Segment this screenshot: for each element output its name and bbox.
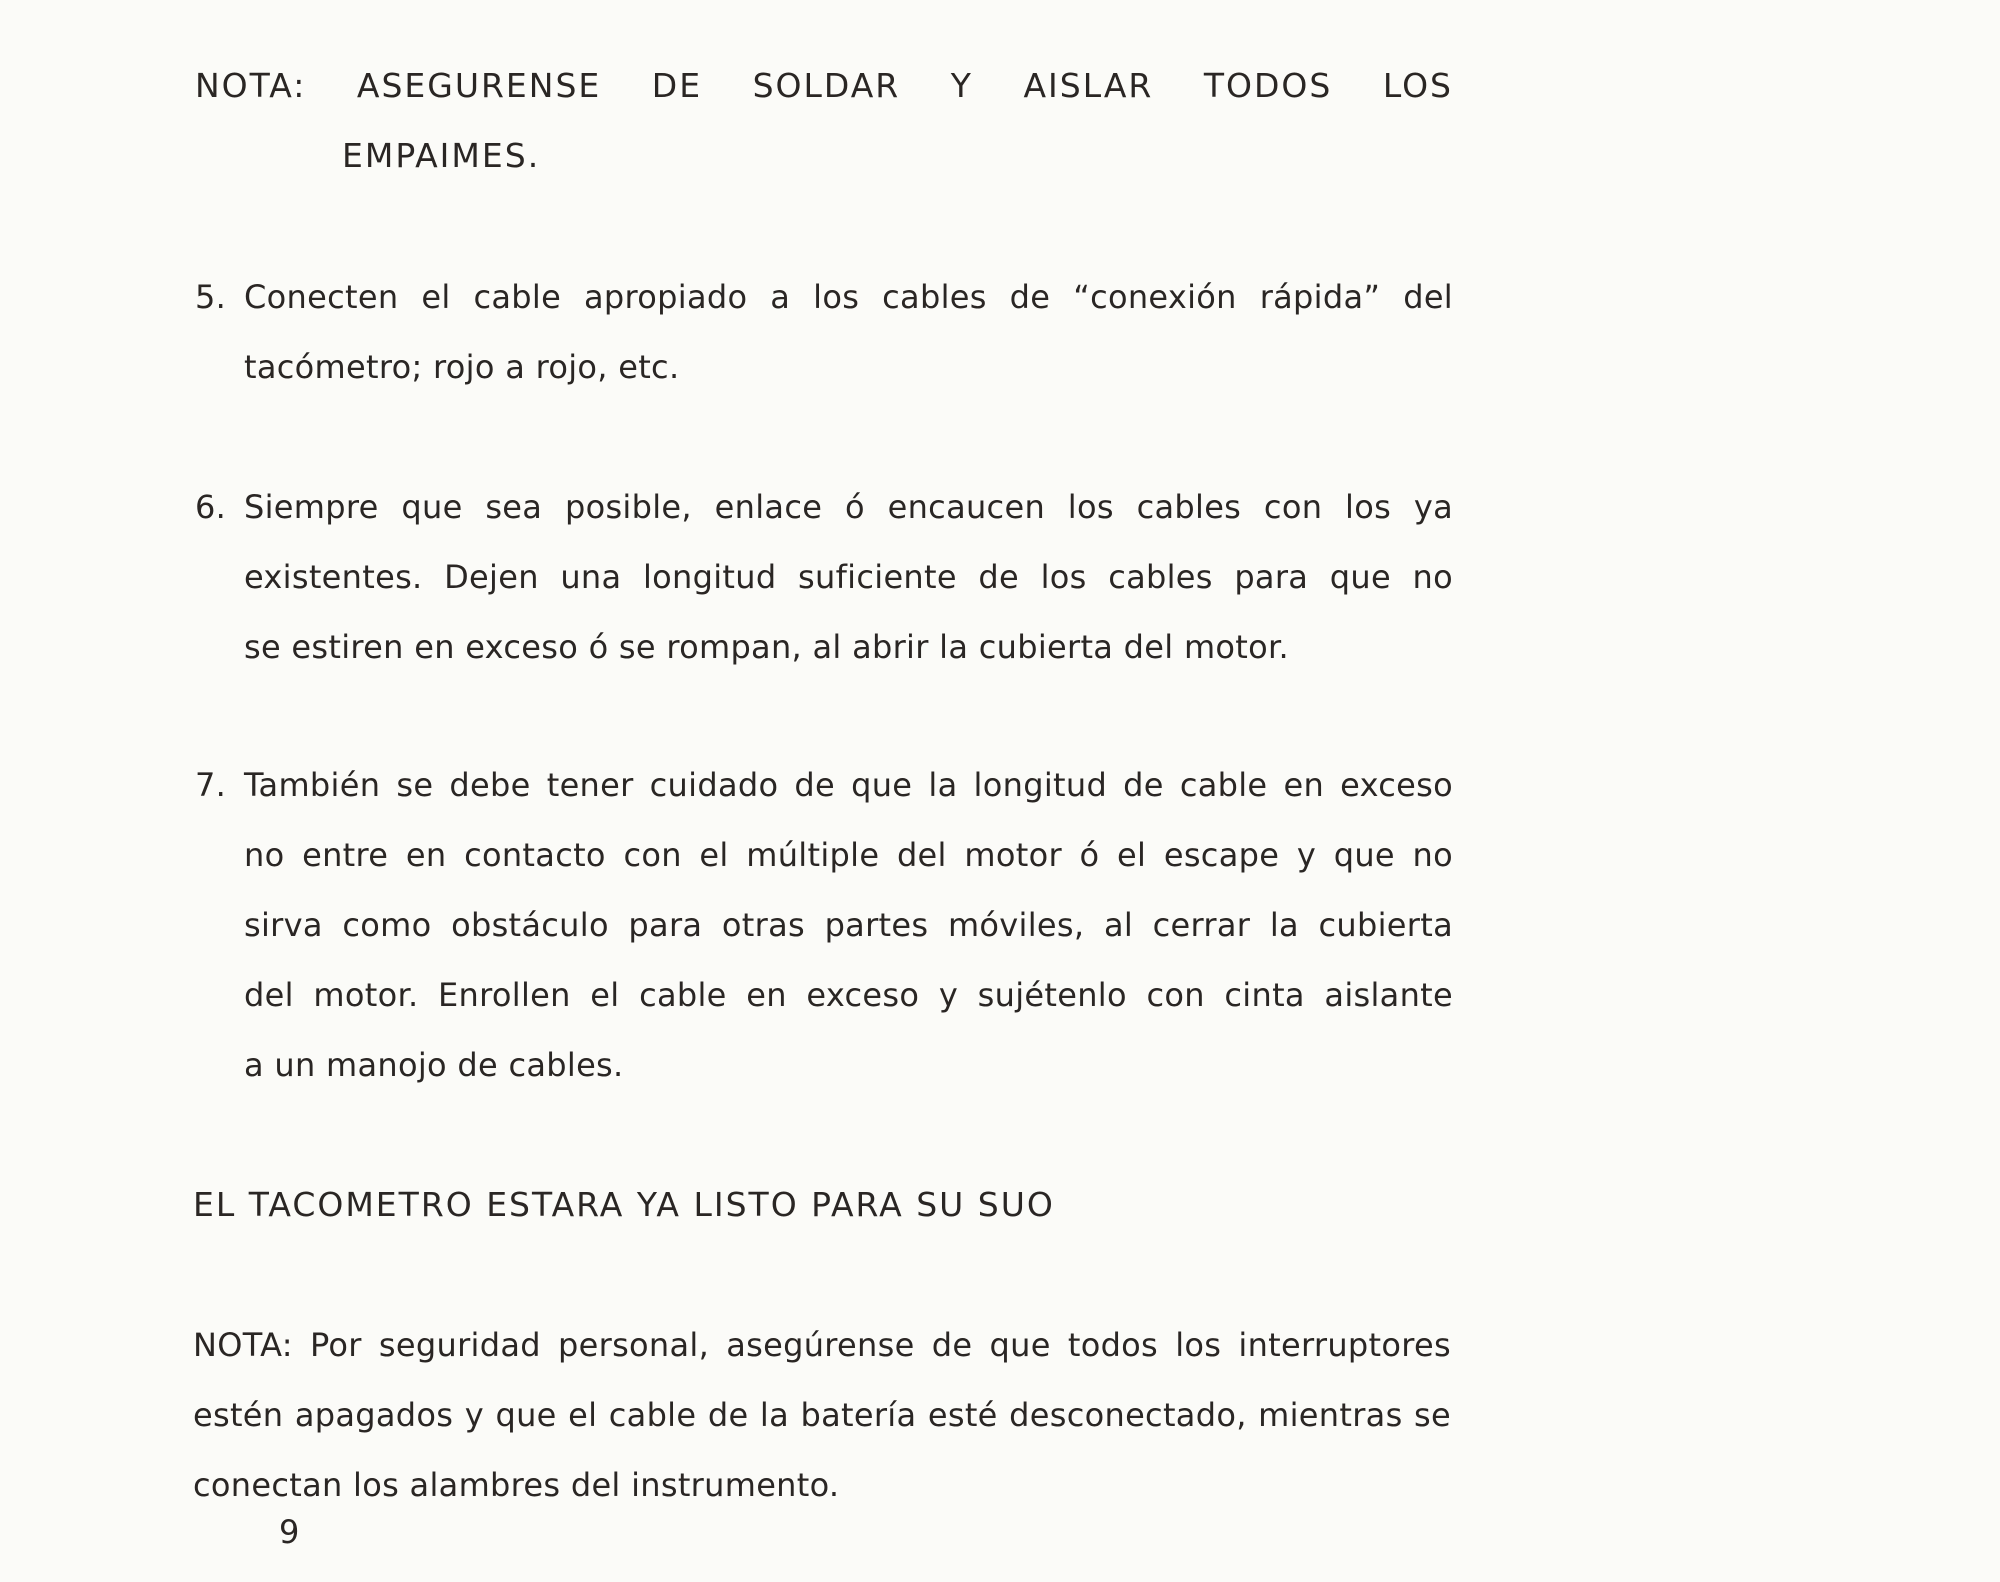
note-line: NOTA: ASEGURENSE DE SOLDAR Y AISLAR TODOS LOS bbox=[195, 66, 1453, 105]
page-number: 9 bbox=[279, 1513, 300, 1551]
list-item-line: del motor. Enrollen el cable en exceso y sujétenlo con cinta aislante bbox=[244, 976, 1453, 1014]
list-item-line: tacómetro; rojo a rojo, etc. bbox=[244, 348, 680, 386]
note-safety bbox=[193, 1310, 1451, 1520]
note-weld-insulate bbox=[195, 51, 1453, 191]
list-item-number: 6. bbox=[195, 488, 227, 526]
note-line: conectan los alambres del instrumento. bbox=[193, 1466, 840, 1504]
note-line: NOTA: Por seguridad personal, asegúrense de que todos los interruptores bbox=[193, 1326, 1451, 1364]
ready-heading bbox=[193, 1170, 1451, 1240]
list-item-line bbox=[195, 750, 1453, 820]
list-item-line: a un manojo de cables. bbox=[244, 1046, 624, 1084]
list-item-line: se estiren en exceso ó se rompan, al abrir la cubierta del motor. bbox=[244, 628, 1290, 666]
list-item-6 bbox=[195, 472, 1453, 682]
note-line: EMPAIMES. bbox=[342, 136, 541, 175]
ready-heading-text: EL TACOMETRO ESTARA YA LISTO PARA SU SUO bbox=[193, 1185, 1055, 1224]
list-item-line: existentes. Dejen una longitud suficiente de los cables para que no bbox=[244, 558, 1453, 596]
list-item-line: no entre en contacto con el múltiple del motor ó el escape y que no bbox=[244, 836, 1453, 874]
list-item-text: Siempre que sea posible, enlace ó encaucen los cables con los ya bbox=[244, 488, 1453, 526]
list-item-line bbox=[195, 262, 1453, 332]
note-line: estén apagados y que el cable de la batería esté desconectado, mientras se bbox=[193, 1396, 1451, 1434]
list-item-line: sirva como obstáculo para otras partes móviles, al cerrar la cubierta bbox=[244, 906, 1453, 944]
list-item-number: 7. bbox=[195, 766, 227, 804]
list-item-line bbox=[195, 472, 1453, 542]
list-item-5 bbox=[195, 262, 1453, 402]
list-item-text: Conecten el cable apropiado a los cables de “conexión rápida” del bbox=[244, 278, 1453, 316]
list-item-text: También se debe tener cuidado de que la longitud de cable en exceso bbox=[244, 766, 1453, 804]
list-item-7 bbox=[195, 750, 1453, 1100]
list-item-number: 5. bbox=[195, 278, 227, 316]
